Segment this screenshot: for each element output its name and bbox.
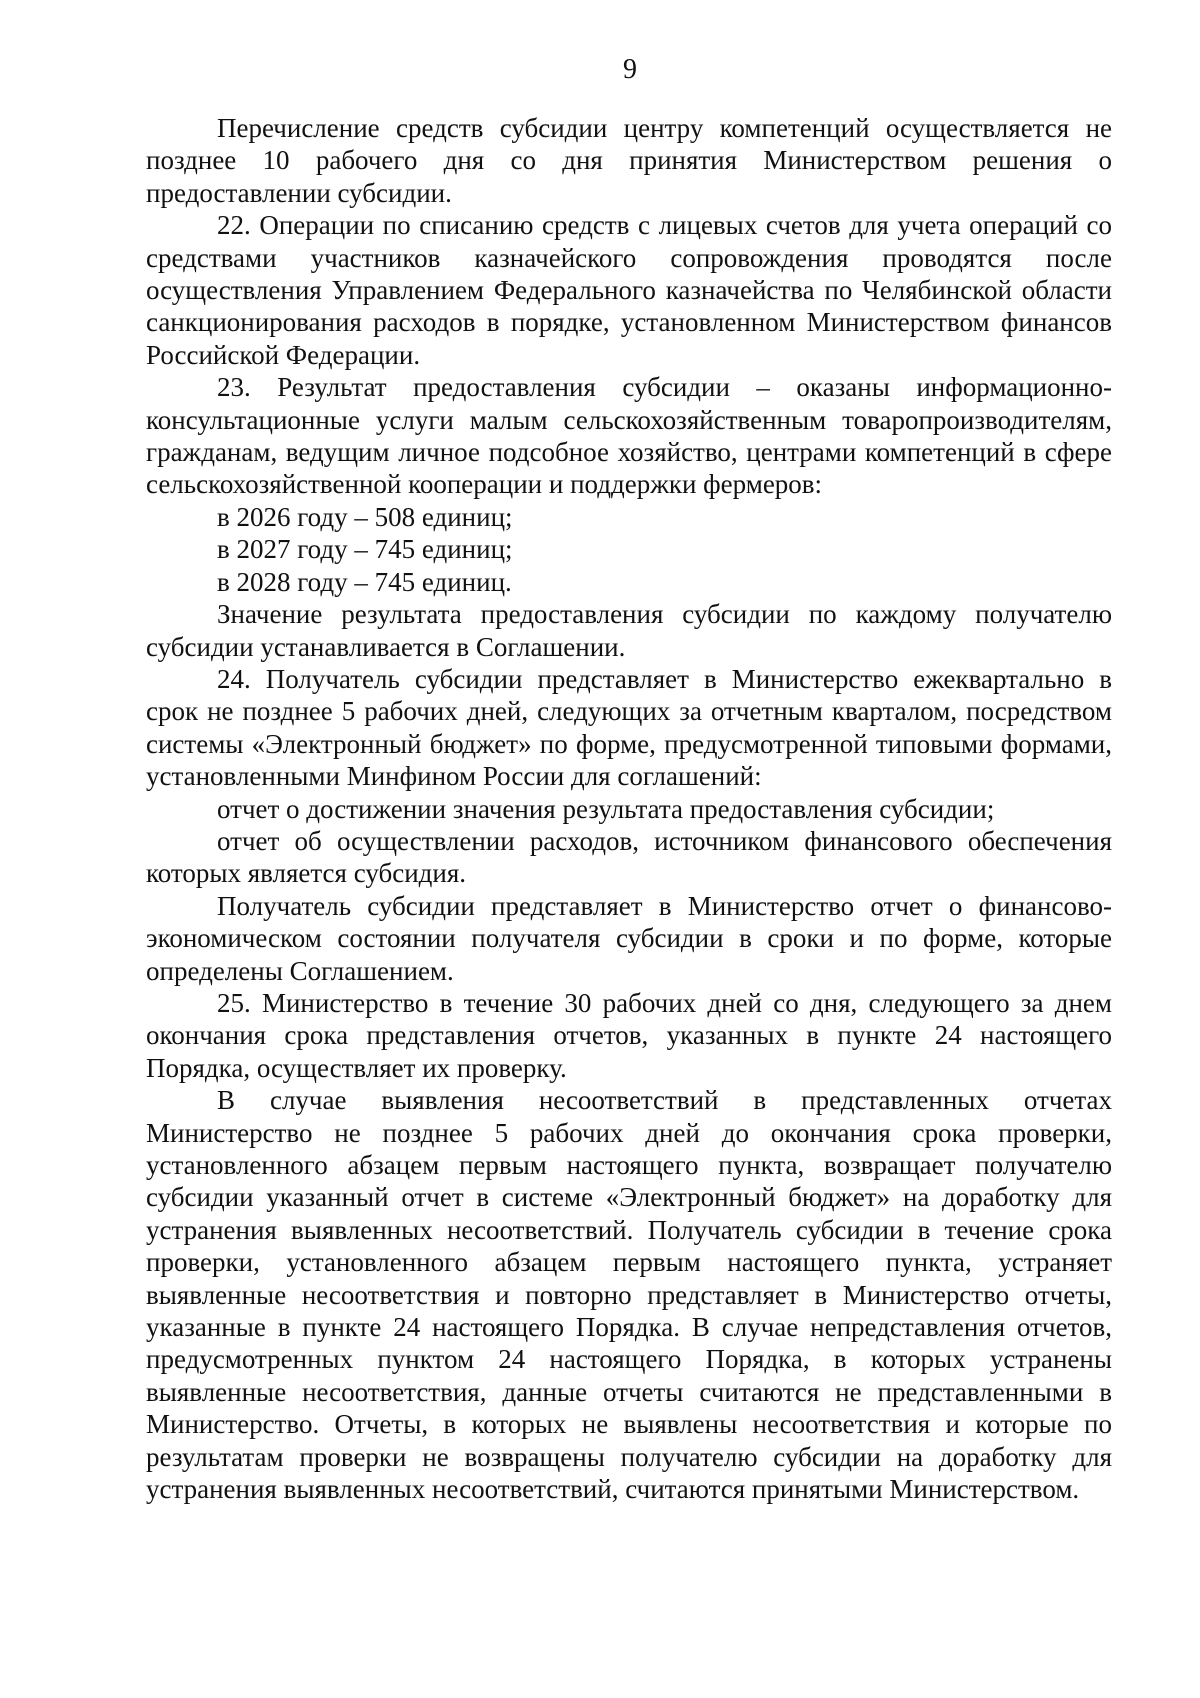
report-result-achievement: отчет о достижении значения результата предоставления субсидии; xyxy=(217,793,995,824)
page-number: 9 xyxy=(623,54,637,85)
paragraph-nonconformities: В случае выявления несоответствий в представленных отчетах Министерство не позднее 5 рабочих дней до окончания срока проверки, установленного абзацем первым настоящего пункта, возвращает получателю субсидии указанный отчет в системе «Электронный бюджет» на доработку для устранения выявленных несоответствий. Получатель субсидии в течение срока проверки, установленного абзацем первым настоящего пункта, устраняет выявленные несоответствия и повторно представляет в Министерство отчеты, указанные в пункте 24 настоящего Порядка. В случае непредставления отчетов, предусмотренных пунктом 24 настоящего Порядка, в которых устранены выявленные несоответствия, данные отчеты считаются не представленными в Министерство. Отчеты, в которых не выявлены несоответствия и которые по результатам проверки не возвращены получателю субсидии на доработку для устранения выявленных несоответствий, считаются принятыми Министерством. xyxy=(146,1085,1112,1505)
paragraph-transfer-deadline: Перечисление средств субсидии центру компетенций осуществляется не позднее 10 рабочего дня со дня принятия Министерством решения о предоставлении субсидии. xyxy=(146,113,1112,208)
result-2027: в 2027 году – 745 единиц; xyxy=(217,534,513,565)
document-body xyxy=(146,112,1112,1505)
paragraph-22-write-off-operations: 22. Операции по списанию средств с лицевых счетов для учета операций со средствами участников казначейского сопровождения проводятся после осуществления Управлением Федерального казначейства по Челябинской области санкционирования расходов в порядке, установленном Министерством финансов Российской Федерации. xyxy=(146,210,1112,370)
report-expenses: отчет об осуществлении расходов, источником финансового обеспечения которых является субсидия. xyxy=(146,825,1112,889)
paragraph-result-value-agreement: Значение результата предоставления субсидии по каждому получателю субсидии устанавливается в Соглашении. xyxy=(146,599,1112,662)
paragraph-23-subsidy-result: 23. Результат предоставления субсидии – оказаны информационно-консультационные услуги малым сельскохозяйственным товаропроизводителям, гражданам, ведущим личное подсобное хозяйство, центрами компетенций в сфере сельскохозяйственной кооперации и поддержки фермеров: xyxy=(146,372,1112,500)
result-2028: в 2028 году – 745 единиц. xyxy=(217,566,512,597)
result-2026: в 2026 году – 508 единиц; xyxy=(217,501,513,532)
paragraph-financial-report: Получатель субсидии представляет в Министерство отчет о финансово-экономическом состоянии получателя субсидии в сроки и по форме, которые определены Соглашением. xyxy=(146,890,1112,986)
paragraph-24-reporting: 24. Получатель субсидии представляет в Министерство ежеквартально в срок не позднее 5 рабочих дней, следующих за отчетным кварталом, посредством системы «Электронный бюджет» по форме, предусмотренной типовыми формами, установленными Минфином России для соглашений: xyxy=(146,663,1112,792)
paragraph-25-verification: 25. Министерство в течение 30 рабочих дней со дня, следующего за днем окончания срока представления отчетов, указанных в пункте 24 настоящего Порядка, осуществляет их проверку. xyxy=(146,987,1112,1083)
